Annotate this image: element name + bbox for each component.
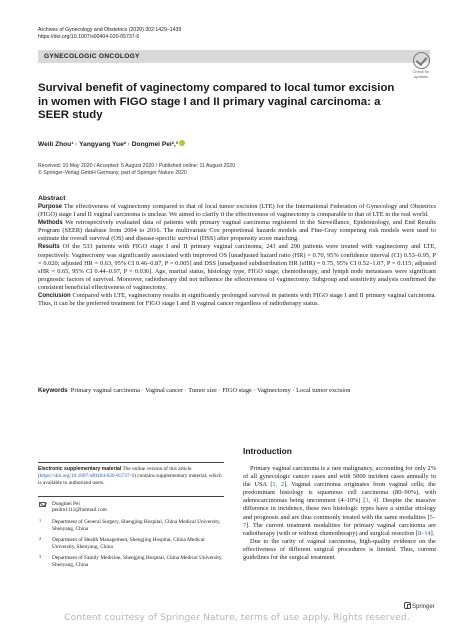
affiliation-2: 2 Department of Health Management, Shengjing Hospital, China Medical University, Shenyang, China <box>39 536 205 550</box>
citation-link[interactable]: 5–7 <box>243 513 436 529</box>
introduction-heading: Introduction <box>243 446 292 456</box>
abstract-heading: Abstract <box>38 195 66 202</box>
journal-citation: Archives of Gynecology and Obstetrics (2020) 302:1429–1439 <box>38 27 182 33</box>
check-updates-label: Check for updates <box>412 69 430 79</box>
contact-name: Dongmei Pei <box>52 500 80 507</box>
check-icon <box>413 52 430 69</box>
introduction-paragraph-1: Primary vaginal carcinoma is a rare malignancy, accounting for only 2% of all gynecologic cancer cases and with 5000 incident cases annually in the USA [1, 2]. Vaginal carcinoma originates from vaginal cells; the predominant histology is squamous cell carcinoma (80–90%), with adenocarcinomas being uncommon (4–10%) [3, 4]. Despite the massive difference in incidence, these two histologic types have a similar etiology and prognosis and are thus commonly treated with the same modalities [5–7]. The current treatment modalities for primary vaginal carcinoma are radiotherapy (with or without chemotherapy) and surgical resection [8–14]. <box>243 465 436 537</box>
keywords <box>38 387 436 395</box>
contact-info <box>38 496 224 514</box>
contact-email[interactable]: peidm1111@hotmail.com <box>52 507 107 514</box>
affiliation-3: 3 Department of Family Medicine, Shengjing Hospital, China Medical University, Shenyang, China <box>39 554 223 568</box>
abstract-results: Results Of the 533 patients with FIGO stage I and II primary vaginal carcinoma, 243 and 290 patients were treated with vaginectomy and LTE, respectively. Vaginectomy was significantly associated with improved OS [unadjusted hazard ratio (HR) = 0.70, 95% confidence interval (CI) 0.53–0.95, P = 0.020; adjusted HR = 0.63, 95% CI 0.46–0.87, P = 0.005] and DSS [unadjusted subdistribution HR (sHR) = 0.75, 95% CI 0.52–1.07, P = 0.115; adjusted sHR = 0.65, 95% CI 0.44–0.97, P = 0.036]. Age, marital status, histology type, FIGO stage, chemotherapy, and lymph node metastases were significant prognostic factors of survival. Moreover, radiotherapy did not influence the effectiveness of vaginectomy. Subgroup and sensitivity analysis confirmed the consistent beneficial effectiveness of vaginectomy. <box>38 243 436 291</box>
abstract-conclusion: Conclusion Compared with LTE, vaginectomy results in significantly prolonged survival in patients with FIGO stage I and II primary vaginal carcinoma. Thus, it can be the preferred treatment for FIGO stage I and II vaginal cancer regardless of radiotherapy status. <box>38 292 436 308</box>
abstract-section <box>38 195 436 308</box>
publisher-logo <box>404 602 435 610</box>
mail-icon <box>39 502 46 507</box>
publisher-name: Springer <box>412 604 435 610</box>
check-for-updates-button[interactable] <box>406 52 436 79</box>
article-history <box>38 163 235 177</box>
copyright-line: © Springer-Verlag GmbH Germany, part of Springer Nature 2020 <box>38 170 187 177</box>
article-notes <box>38 462 224 568</box>
abstract-methods: Methods We retrospectively evaluated data of patients with primary vaginal carcinoma registered in the Surveillance, Epidemiology, and End Results Program (SEER) database from 2004 to 2016. The multivariate Cox proportional hazards models and Fine-Gray competing risk models were used to estimate the overall survival (OS) and disease-specific survival (DSS) after propensity score matching. <box>38 219 436 243</box>
abstract-purpose: Purpose The effectiveness of vaginectomy compared to that of local tumor excision (LTE) for the International Federation of Gynecology and Obstetrics (FIGO) stage I and II vaginal carcinoma is unclear. We aimed to clarify if the effectiveness of vaginectomy is comparable to that of LTE in the real world. <box>38 203 436 219</box>
citation-link[interactable]: 8–14 <box>417 529 431 537</box>
doi-link[interactable]: https://doi.org/10.1007/s00404-020-05737-6 <box>38 34 140 40</box>
esm-link[interactable]: https://doi.org/10.1007/s00404-020-05737-6 <box>39 472 135 479</box>
article-title: Survival benefit of vaginectomy compared to local tumor excision in women with FIGO stage I and II primary vaginal carcinoma: a SEER study <box>38 82 395 122</box>
section-label: GYNECOLOGIC ONCOLOGY <box>44 52 140 60</box>
introduction-paragraph-2: Due to the rarity of vaginal carcinoma, high-quality evidence on the effectiveness of different surgical procedures is limited. Thus, current guidelines for the surgical treatment <box>243 537 436 562</box>
introduction-section <box>243 446 436 562</box>
affiliation-1: 1 Department of General Surgery, Shengjing Hospital, China Medical University, Shenyang, China <box>39 517 221 532</box>
keywords-label: Keywords <box>38 387 68 394</box>
authors-text: Weili Zhou¹ · Yangyang Yue² · Dongmei Pei²,³ <box>38 141 178 148</box>
springer-horse-icon <box>404 602 411 609</box>
section-bar <box>38 50 430 63</box>
orcid-icon[interactable] <box>179 140 185 146</box>
journal-header <box>38 27 181 41</box>
esm-note: Electronic supplementary material The online version of this article (https://doi.org/10.1007/s00404-020-05737-6) contains supplementary material, which is available to authorized users. <box>38 462 224 487</box>
citation-link[interactable]: 3, 4 <box>365 497 377 505</box>
author-list <box>38 140 185 148</box>
citation-link[interactable]: 1, 2 <box>272 481 285 489</box>
keywords-text: Primary vaginal carcinoma · Vaginal cancer · Tumor size · FIGO stage · Vaginectomy · Local tumor excision <box>70 387 351 394</box>
footer-notice: Content courtesy of Springer Nature, terms of use apply. Rights reserved. <box>64 612 410 623</box>
esm-label: Electronic supplementary material <box>38 466 122 472</box>
dates-line: Received: 10 May 2020 / Accepted: 5 August 2020 / Published online: 11 August 2020 <box>38 163 236 169</box>
